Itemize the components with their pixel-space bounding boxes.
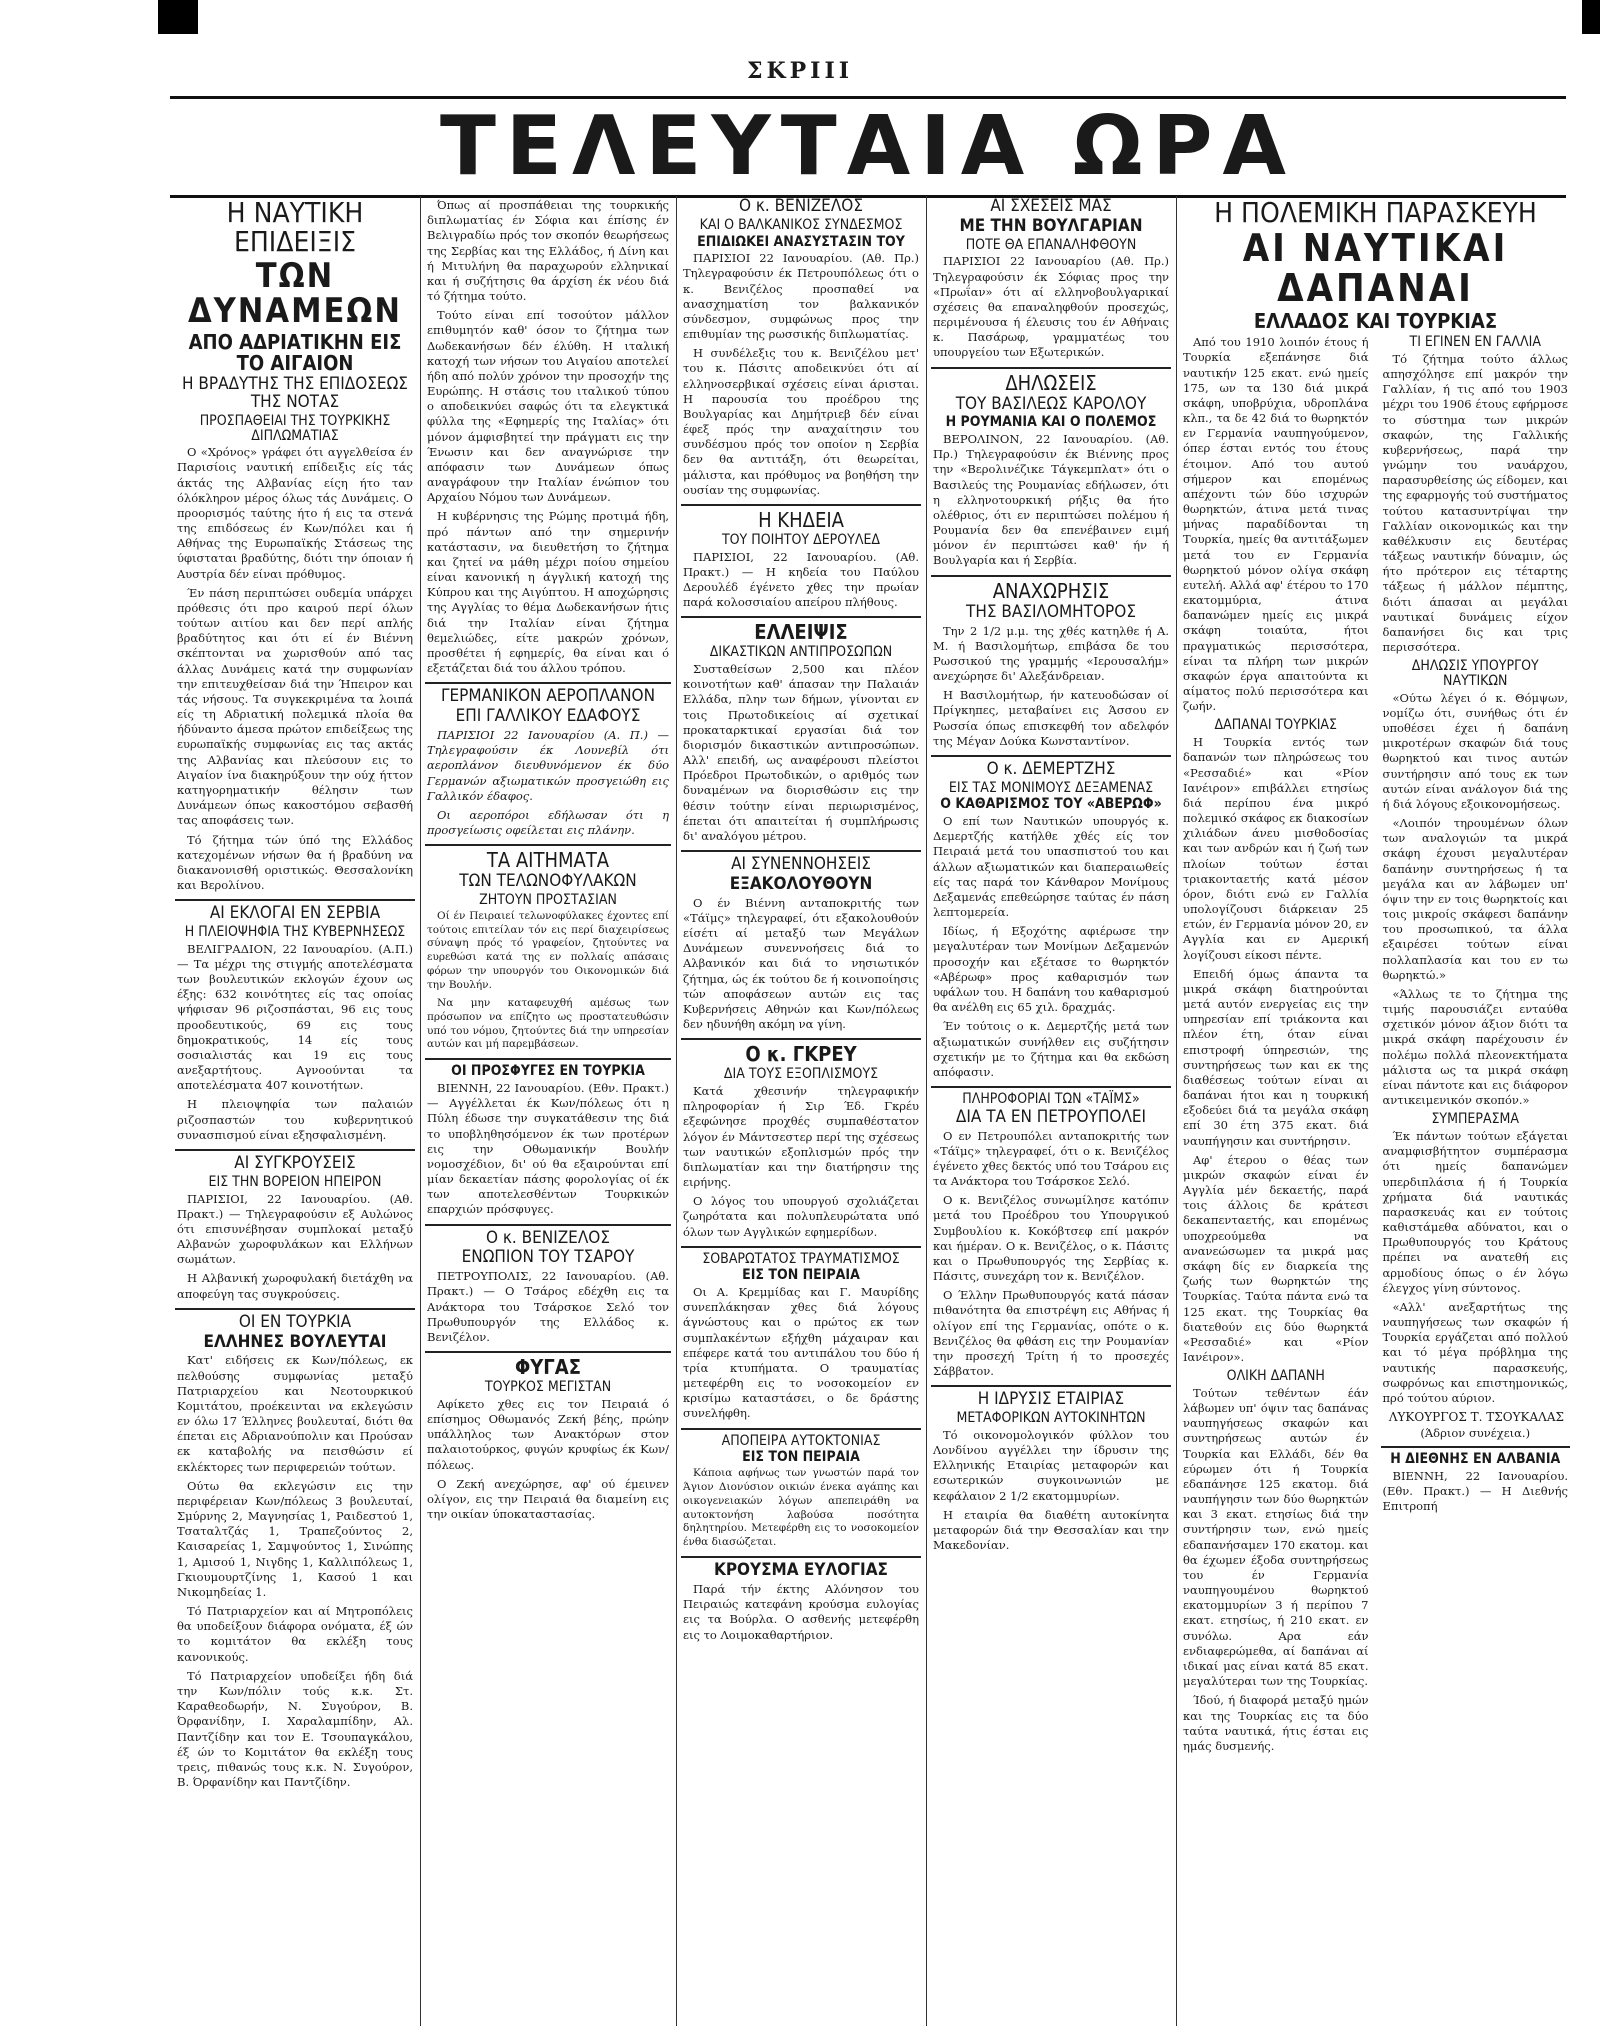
article-paragraph: Οί έν Πειραιεί τελωνοφύλακες έχοντες επί τούτοις επιτείλαν τόν εις περί διαχειρίσεως σύναψη πρός τό γραφείον, ζητούντες να ευρεθώσι κατά της εν πολλαίς απάσαις φόρων την υπουργόν του Οικονομικών διά την Βουλήν. <box>427 909 669 992</box>
article-paragraph: Ο εν Πετρουπόλει ανταποκριτής των «Τάϊμς» τηλεγραφεί, ότι ο κ. Βενιζέλος έγένετο χθες δεκτός υπό του Τσάρου εις τα Ανάκτορα του Τσάρσκοε Σελό. <box>933 1128 1169 1189</box>
article-paragraph: Ο κ. Βενιζέλος συνωμίλησε κατόπιν μετά του Προέδρου του Υπουργικού Συμβουλίου κ. Κοκόβτσεφ επί μακρόν και ήμέραν. Ο κ. Βενιζέλος, ο κ. Πάσιτς και ο Πρωθυπουργός της Σερβίας κ. Πάσιτς, συνεχάρη τον κ. Βενιζέλον. <box>933 1193 1169 1284</box>
article-paragraph: Τό Πατριαρχείον και αί Μητροπόλεις θα υποδείξουν διάφορα ονόματα, έξ ών το κομιτάτον θα εκλέξη τους κανονικούς. <box>177 1604 413 1664</box>
article-paragraph: «Άλλως τε το ζήτημα της τιμής παρουσιάζει ενταύθα σχετικόν μόνον άξιον διότι τα μικρά σκάφη παρέχουσιν έν πολέμω πολλά πλεονεκτήματα μάλιστα ως τα μικρά σκάφη είναι πάντοτε και εις διάφορον αντικειμενικόν σκοπόν.» <box>1382 986 1568 1108</box>
article-paragraph: Ο έν Βιέννη ανταποκριτής των «Τάϊμς» τηλεγραφεί, ότι εξακολουθούν είσέτι αί μεταξύ των Μεγάλων Δυνάμεων συνεννοήσεις διά το Αλβανικόν και διά το νησιωτικόν ζήτημα, ώς έκ τούτου δε ή κοινοποίησις τών αποφάσεων αυτών εις τας Κυβερνήσεις Αθηνών και Κων/πόλεως δεν ηδυνήθη ακόμη να γίνη. <box>683 895 919 1032</box>
separator <box>681 504 921 506</box>
subhead-balkan-league: ΚΑΙ Ο ΒΑΛΚΑΝΙΚΟΣ ΣΥΝΔΕΣΜΟΣ <box>699 216 903 233</box>
article-paragraph: Ο επί των Ναυτικών υπουργός κ. Δεμερτζής κατήλθε χθές είς τον Πειραιά μετά του υπασπιστού του και άλλων αξιωματικών και διαπεραιωθείς είς τας παρά τον Κάνθαρον Μονίμους Δεξαμενάς επεθεώρησε ταύτας έν πάση λεπτομερεία. <box>933 814 1169 920</box>
article-paragraph: Τό Πατριαρχείον υποδείξει ήδη διά την Κων/πόλιν τούς κ.κ. Στ. Καραθεοδωρήν, Ν. Συγούρον, Β. Όρφανίδην, Ι. Χαραλαμπίδην, Αλ. Παντζίδην και τον Ε. Τσουπαγκάλου, έξ ών το Κομιτάτον θα εκλέξη τους τρεις, πιθανώς τους κ.κ. Ν. Συγούρον, Β. Όρφανίδην και Παντζίδην. <box>177 1668 413 1790</box>
subhead-french-soil: ΕΠΙ ΓΑΛΛΙΚΟΥ ΕΔΑΦΟΥΣ <box>455 706 641 727</box>
subhead-customs-guards: ΤΩΝ ΤΕΛΩΝΟΦΥΛΑΚΩΝ <box>459 871 637 892</box>
article-paragraph: Έκ πάντων τούτων εξάγεται αναμφισβήτητον συμπέρασμα ότι ημείς δαπανώμεν υπερδιπλάσια ή ή Τουρκία χρήματα διά ναυτικάς παρασκευάς και εν τούτοις καθιστάμεθα αδύνατοι, και ο Πρωθυπουργός του Κράτους πρέπει να ανατεθή εις αρμοδίους όπως ο έν λόγω έλεγχος γίνη σύντονος. <box>1382 1129 1568 1295</box>
separator <box>425 844 671 846</box>
article-paragraph: Η συνδέλεξις του κ. Βενιζέλου μετ' του κ. Πάσιτς αποδεικνύει ότι αί ελληνοσερβικαί σχέσεις είναι άρισται. Η παρουσία του προέδρου της Βουλγαρίας και Δημήτριεβ δέν είναι έφεξ πρός την αναχαίτησιν του συνδέσμου πρός τον οποίον η Σερβία δεν θα αντιτάξη, ότι θεωρείται, μάλιστα, και πρόθυμος να βοηθήση την ουσίαν της συμφωνίας. <box>683 346 919 497</box>
separator <box>425 1351 671 1353</box>
separator <box>681 1428 921 1430</box>
article-paragraph: Κάποια αφήνως των γνωστών παρά τον Άγιον Διονύσιον οικιών ένεκα αγάπης και οικογενειακών λόγων απεπειράθη να αυτοκτονήση λαβούσα ποσότητα δηλητηρίου. Μετεφέρθη εις το νοσοκομείον ένθα διασώζεται. <box>683 1467 919 1549</box>
article-paragraph: Έν πάση περιπτώσει ουδεμία υπάρχει πρόθεσις ότι προ καιρού περί όλων τούτων αιτίου και δεν περί απλής βραδύτητος και ότι εί έν Βιέννη σκέπτονται να χωρισθούν από τας άλλας Δυνάμεις κατά την συμφωνίαν την επιτευχθείσαν διά την Ήπειρον και τάς νήσους. Τα συγκεκριμένα τα λοιπά είς τη Αδριατική πολεμικά πλοία θα ήδύναντο άμεσα πρώτον επιδείξεως της ευρωπαϊκής συμφωνίας εις τας ακτάς της Αλβανίας και πλεύσουν εις το Αιγαίον ίνα διακηρύξουν την ούχ ήττον κατηγορηματικήν θέλησιν των Δυνάμεων όπως κακοστόμου σεβασθή τας αποφάσεις των. <box>177 585 413 828</box>
separator <box>931 1086 1171 1088</box>
article-paragraph: Συσταθείσων 2,500 και πλέον κοινοτήτων καθ' άπασαν την Παλαιάν Ελλάδα, πλην των δήμων, γίνονται εν τοις Πρωτοδικείοις αί σχετικαί προκαταρκτικαί εργασίαι διά τον διορισμόν δικαστικών αντιπροσώπων. Αλλ' επειδή, ως αναφέρουσι πλείστοι Πρόεδροι Πρωτοδικών, ο αριθμός των δυναμένων να διορισθώσιν εις την θέσιν τούτην είναι περιωρισμένος, έπεται ότι απαιτείται ή συμπλήρωσις δι' αναλόγου μέτρου. <box>683 662 919 843</box>
headline-international-albania: Η ΔΙΕΘΝΗΣ ΕΝ ΑΛΒΑΝΙΑ <box>1390 1451 1561 1468</box>
separator <box>175 1149 415 1151</box>
headline-demands: ΤΑ ΑΙΤΗΜΑΤΑ <box>486 848 610 873</box>
article-paragraph: ΠΑΡΙΣΙΟΙ 22 Ιανουαρίου. (Αθ. Πρ.) Τηλεγραφούσιν έκ Πετρουπόλεως ότι ο κ. Βενιζέλος προσπαθεί να ανασχηματίση τον βαλκανικόν σύνδεσμον, συμφώνως προς την επιθυμίαν της ρωσσικής διπλωματίας. <box>683 251 919 342</box>
article-paragraph: ΒΙΕΝΝΗ, 22 Ιανουαρίου. (Εθν. Πρακτ.) — Η Διεθνής Επιτροπή <box>1382 1468 1568 1514</box>
subhead-bulgaria: ΜΕ ΤΗΝ ΒΟΥΛΓΑΡΙΑΝ <box>959 215 1143 236</box>
article-paragraph: ΠΕΤΡΟΥΠΟΛΙΣ, 22 Ιανουαρίου. (Αθ. Πρακτ.) — Ο Τσάρος εδέχθη εις τα Ανάκτορα του Τσάρσκοε Σελό τον Πρωθυπουργόν της Ελλάδος κ. Βενιζέλον. <box>427 1269 669 1344</box>
subhead-minister-statement: ΔΗΛΩΣΙΣ ΥΠΟΥΡΓΟΥ ΝΑΥΤΙΚΩΝ <box>1411 658 1539 689</box>
article-paragraph: Όπως αί προσπάθειαι της τουρκικής διπλωματίας έν Σόφια και έπίσης έν Βελιγραδίω πρός τον σκοπόν θεωρήσεως της Σερβίας και της Ελλάδος, ή Δίνη και ή Μιτυλήνη θα παραχωρούν ελληνικαί και ή συζήτησις θα άρχίση έκ νέου διά τό ζήτημα τούτο. <box>427 198 669 304</box>
article-paragraph: Τούτων τεθέντων έάν λάβωμεν υπ' όψιν τας δαπάνας ναυπηγήσεως σκαφών και συντηρήσεως αυτών έν Τουρκία και Ελλάδι, δέν θα εύρωμεν ότι ή Τουρκία εδαπάνησε 125 εκατομ. διά ναυπήγησιν των δύο θωρηκτών και 3 εκατ. ετησίως διά την συντήρησιν των, ενώ ημείς εδαπανήσαμεν 170 εκατομ. και θα έχωμεν έξοδα συντηρήσεως του έν Γερμανία ναυπηγουμένου θωρηκτού εκατομμυρίων 3 ή περίπου 7 εκατ. ετησίως, ή 210 εκατ. εν συνόλω. Αρα εάν ενδιαφερώμεθα, αί δαπάναι αί ιδικαί μας είναι κατά 85 εκατ. μεγαλύτεραι των της Τουρκίας. <box>1183 1385 1369 1689</box>
headline-naval-demonstration: Η ΝΑΥΤΙΚΗ ΕΠΙΔΕΙΞΙΣ <box>226 196 364 259</box>
article-paragraph: Αφ' έτερου ο θέας των μικρών σκαφών είναι έν Αγγλία μέν δεκαετής, παρά τοις άλλοις δε κράτεσι δεκαπενταετής, και επομένως υποχρεούμεθα να ανανεώσωμεν τα μικρά μας σκάφη δίς εν διαρκεία της ζωής των θωρηκτών της Τουρκίας. Ταύτα πάντα ενώ τα 125 εκατ. της Τουρκίας θα διατεθούν εις δύο θωρηκτά «Ρεσσαδιέ» και «Ρίον Ιανέιρον». <box>1183 1152 1369 1365</box>
headline-statements: ΔΗΛΩΣΕΙΣ <box>1005 370 1097 395</box>
article-paragraph: Τό οικονομολογικόν φύλλον του Λονδίνου αγγέλλει την ίδρυσιν της Ελληνικής Εταιρίας μεταφορών και εσωτερικών συγκοινωνιών με κεφάλαιον 2 1/2 εκατομμυρίων. <box>933 1427 1169 1503</box>
separator <box>175 899 415 901</box>
author-signature: ΛΥΚΟΥΡΓΟΣ Τ. ΤΣΟΥΚΑΛΑΣ <box>1388 1410 1564 1425</box>
article-paragraph: Να μην καταφευχθή αμέσως των πρόσωπον να επίζητο ως προστατευθώσιν υπό του νόμου, ζητούντες διά την υπηρεσίαν αυτών και μή παρεμβάσεων. <box>427 996 669 1051</box>
article-paragraph: «Ούτω λέγει ό κ. Θόμψων, νομίζω ότι, συνήθως ότι έν υποθέσει έχει ή δαπάνη μικροτέρων σκαφών διά τους θωρηκτού και τινος αυτών συντήρησιν από τους εκ των αυτών είναι ανάλογον διά της ή διά λόγους εξοικονομήσεως. <box>1382 690 1568 811</box>
headline-fugitive: ΦΥΓΑΣ <box>514 1355 581 1380</box>
separator <box>681 850 921 852</box>
separator <box>931 575 1171 577</box>
article-paragraph: ΒΙΕΝΝΗ, 22 Ιανουαρίου. (Εθν. Πρακτ.) — Αγγέλλεται έκ Κων/πόλεως ότι η Πύλη έδωσε την συγκατάθεσιν της διά το υποβληθησόμενον έκ των προτέρων εις την Οθωμανικήν Βουλήν νομοσχέδιον, δι' ού θα εξαιρούνται επί μίαν δεκαετίαν πάσης φορολογίας οί έκ των αποτελεσθέντων Τουρκικών επαρχιών πρόσφυγες. <box>427 1081 669 1217</box>
subhead-conclusion: ΣΥΜΠΕΡΑΣΜΑ <box>1431 1111 1520 1128</box>
subhead-total-expense: ΟΛΙΚΗ ΔΑΠΑΝΗ <box>1226 1368 1325 1385</box>
subhead-government-majority: Η ΠΛΕΙΟΨΗΦΙΑ ΤΗΣ ΚΥΒΕΡΝΗΣΕΩΣ <box>184 924 406 941</box>
subhead-continue: ΕΞΑΚΟΛΟΥΘΟΥΝ <box>729 873 873 894</box>
headline-in-turkey: ΟΙ ΕΝ ΤΟΥΡΚΙΑ <box>238 1311 352 1332</box>
subhead-turkish-expenses: ΔΑΠΑΝΑΙ ΤΟΥΡΚΙΑΣ <box>1214 717 1337 734</box>
black-corner-mark-right <box>1582 0 1600 34</box>
subhead-king-carol: ΤΟΥ ΒΑΣΙΛΕΩΣ ΚΑΡΟΛΟΥ <box>955 393 1147 414</box>
article-paragraph: Την 2 1/2 μ.μ. της χθές κατηλθε ή Α. Μ. ή Βασιλομήτωρ, επιβάσα δε του Ρωσσικού της γραμμής «Ιερουσαλήμ» ανεχώρησε δι' Αλεξάνδρειαν. <box>933 623 1169 684</box>
headline-times-information: ΠΛΗΡΟΦΟΡΙΑΙ ΤΩΝ «ΤΑΪΜΣ» <box>962 1091 1140 1108</box>
headline-demertzis: Ο κ. ΔΕΜΕΡΤΖΗΣ <box>986 758 1116 779</box>
subhead-restoration: ΕΠΙΔΙΩΚΕΙ ΑΝΑΣΥΣΤΑΣΙΝ ΤΟΥ <box>697 233 905 250</box>
article-paragraph: Οι αεροπόροι εδήλωσαν ότι η προσγείωσις οφείλεται εις πλάνην. <box>427 807 669 838</box>
headline-company-founding: Η ΙΔΡΥΣΙΣ ΕΤΑΙΡΙΑΣ <box>977 1389 1125 1410</box>
subhead-queen-mother: ΤΗΣ ΒΑΣΙΛΟΜΗΤΟΡΟΣ <box>966 601 1136 622</box>
article-paragraph: Τό ζήτημα τούτο άλλως απησχόλησε επί μακρόν την Γαλλίαν, ή τις από του 1903 μέχρι του 1906 έτους εφήρμοσε το σύστημα των μικρών σκαφών, της Γαλλικής κυβερνήσεως, παρά την γνώμην του ναυάρχου, παρασυρθείσης ώς είδομεν, και της εφαρμογής τού συστήματος τούτου κατασυντρίψαι την Γαλλίαν οικονομικώς και την καθέλκυσιν εις δευτέρας τάξεως ναυτικήν δύναμιν, ώς ήτο πρότερον εις τέταρτης τάξεως ή μάλλον πέμπτης, διότι άπασαι αι μεγάλαι ναυτικαί δυνάμεις είχον δαπανήσει δις και τρις περισσότερα. <box>1382 351 1568 655</box>
headline-departure: ΑΝΑΧΩΡΗΣΙΣ <box>992 578 1110 603</box>
headline-funeral: Η ΚΗΔΕΙΑ <box>758 507 844 532</box>
separator <box>1381 1446 1571 1448</box>
continued-note: (Άδριον συνέχεια.) <box>1420 1426 1531 1441</box>
subhead-poet-deroulede: ΤΟΥ ΠΟΙΗΤΟΥ ΔΕΡΟΥΛΕΔ <box>721 531 881 548</box>
article-paragraph: Έν τούτοις ο κ. Δεμερτζής μετά των αξιωματικών συνήλθεν εις συζήτησιν σχετικήν με το ζήτημα και θα εκδώση απόφασιν. <box>933 1019 1169 1079</box>
masthead <box>170 96 1566 198</box>
article-paragraph: ΠΑΡΙΣΙΟΙ, 22 Ιανουαρίου. (Αθ. Πρακτ.) — Τηλεγραφούσιν εξ Αυλώνος ότι επισυνέβησαν συμπλοκαί μεταξύ Αλβανών χωροφυλάκων και Ελλήνων σωμάτων. <box>177 1191 413 1267</box>
subhead-romania-war: Η ΡΟΥΜΑΝΙΑ ΚΑΙ Ο ΠΟΛΕΜΟΣ <box>945 414 1157 431</box>
subhead-piraeus-2: ΕΙΣ ΤΟΝ ΠΕΙΡΑΙΑ <box>742 1449 860 1466</box>
subhead-judicial-representatives: ΔΙΚΑΣΤΙΚΩΝ ΑΝΤΙΠΡΟΣΩΠΩΝ <box>709 644 893 661</box>
separator <box>681 616 921 618</box>
article-paragraph: Η Τουρκία εντός των δαπανών των πληρώσεως του «Ρεσσαδιέ» και «Ρίον Ιανέιρον» επιβάλλει ετησίως διά περίπου ένα μικρό πολεμικό σκάφος εκ διακοσίων χιλιάδων άνευ μισθοδοσίας και των ανδρών και ή ζωή των πλοίων τούτων έσται τριακονταετής κατά μέσον όρον, διότι ενώ εν Γαλλία υπολογίζουσι διάρκειαν 25 ετών, έν Γερμανία μόνον 20, εν Αγγλία και εν Αμερική λογίζουσι είκοσι πέντε. <box>1183 735 1369 962</box>
subhead-before-tsar: ΕΝΩΠΙΟΝ ΤΟΥ ΤΣΑΡΟΥ <box>461 1247 635 1268</box>
subcolumn-right <box>1381 333 1571 1758</box>
article-paragraph: ΒΕΡΟΛΙΝΟΝ, 22 Ιανουαρίου. (Αθ. Πρ.) Τηλεγραφούσιν έκ Βιέννης προς την «Βερολινέζικε Τάγκεμπλατ» ότι ο Βασιλεύς της Ρουμανίας εδήλωσεν, ότι η ελληνοτουρκική ρήξις θα ήτο ολέθριος, ότι εν περιπτώσει πολέμου ή Ρουμανία δεν θα επενέβαινεν ειμή μόνον έν περιπτώσει καθ' ήν ή Βουλγαρία και ή Σερβία. <box>933 432 1169 568</box>
article-paragraph: Ιδίως, ή Εξοχότης αφιέρωσε την μεγαλυτέραν των Μονίμων Δεξαμενών προσοχήν και εξέτασε το θωρηκτόν «Αβέρωφ» προς καθαρισμόν των υφάλων του. Η δαπάνη του καθαρισμού θα ανέλθη εις 65 χιλ. δραχμάς. <box>933 924 1169 1015</box>
article-paragraph: Παρά τήν έκτης Αλόνησον του Πειραιώς κατεφάνη κρούσμα ευλογίας εις τα Βούρλα. Ο ασθενής μετεφέρθη εις το Λοιμοκαθαρτήριον. <box>683 1582 919 1642</box>
masthead-title: ΤΕΛΕΥΤΑΙΑ ΩΡΑ <box>440 99 1296 194</box>
article-paragraph: Τό ζήτημα τών ύπό της Ελλάδος κατεχομένων νήσων θα ή βραδύνη να διακανονισθή οριστικώς. Θεσσαλονίκη και Βερολίνου. <box>177 832 413 893</box>
subhead-note-delay: Η ΒΡΑΔΥΤΗΣ ΤΗΣ ΕΠΙΔΟΣΕΩΣ ΤΗΣ ΝΟΤΑΣ <box>182 374 408 412</box>
subhead-armaments: ΔΙΑ ΤΟΥΣ ΕΞΟΠΛΙΣΜΟΥΣ <box>723 1066 879 1083</box>
page-number: ΣΚΡΙΙΙ <box>746 58 854 84</box>
separator <box>931 1385 1171 1387</box>
article-paragraph: Οι Α. Κρεμμίδας και Γ. Μαυρίδης συνεπλάκησαν χθες διά λόγους άγνώστους και ο πρώτος εκ των συμπλακέντων εξήχθη μάχαιραν και επέφερε κατά του αντιπάλου του δύο ή τρία κτυπήματα. Ο τραυματίας μετεφέρθη εις το νοσοκομείον εν κρισίμω καταστάσει, ο δε δράστης συνελήφθη. <box>683 1285 919 1421</box>
article-paragraph: «Αλλ' ανεξαρτήτως της ναυπηγήσεως των σκαφών ή Τουρκία εργάζεται από πολλού και τό μέγα πρόβλημα της ναυτικής παρασκευής, σωφρόνως και επιστημονικώς, πρό τούτου αύριον. <box>1382 1299 1568 1405</box>
separator <box>425 1058 671 1060</box>
subhead-transport-automobiles: ΜΕΤΑΦΟΡΙΚΩΝ ΑΥΤΟΚΙΝΗΤΩΝ <box>956 1410 1146 1427</box>
subcolumn-left <box>1181 333 1371 1758</box>
black-corner-mark <box>158 0 198 34</box>
article-paragraph: Ο λόγος του υπουργού σχολιάζεται ζωηρότατα και πολυπλευρώτατα υπό όλων των Αγγλικών εφημερίδων. <box>683 1194 919 1239</box>
separator <box>931 367 1171 369</box>
subhead-ask-protection: ΖΗΤΟΥΝ ΠΡΟΣΤΑΣΙΑΝ <box>479 892 617 909</box>
subhead-france: ΤΙ ΕΓΙΝΕΝ ΕΝ ΓΑΛΛΙΑ <box>1409 334 1541 351</box>
article-paragraph: Ο Έλλην Πρωθυπουργός κατά πάσαν πιθανότητα θα επιστρέψη εις Αθήνας ή ολίγον επί της Γερμανίας, οπότε ο κ. Βενιζέλος θα φθάση εις την Ρουμανίαν την προσεχή Τρίτη ή το προσεχές Σάββατον. <box>933 1288 1169 1379</box>
headline-powers: ΤΩΝ ΔΥΝΑΜΕΩΝ <box>187 255 403 332</box>
headline-war-preparation: Η ΠΟΛΕΜΙΚΗ ΠΑΡΑΣΚΕΥΗ <box>1214 196 1537 229</box>
article-paragraph: ΠΑΡΙΣΙΟΙ 22 Ιανουαρίου (Α. Π.) — Τηλεγραφούσιν έκ Λουνεβίλ ότι αεροπλάνον διευθυνόμενον έκ δύο Γερμανών αξιωματικών προσγειώθη εις Γαλλικόν έδαφος. <box>427 728 669 803</box>
article-paragraph: Ο Ζεκή ανεχώρησε, αφ' ού έμεινεν ολίγον, εις την Πειραιά θα διαμείνη εις την οικίαν ύποκαταστασίας. <box>427 1476 669 1522</box>
twin-columns <box>1181 333 1570 1758</box>
column-3 <box>681 196 921 2026</box>
subhead-averof-cleaning: Ο ΚΑΘΑΡΙΣΜΟΣ ΤΟΥ «ΑΒΕΡΩΦ» <box>940 796 1162 813</box>
headline-negotiations: ΑΙ ΣΥΝΕΝΝΟΗΣΕΙΣ <box>731 854 871 875</box>
article-paragraph: Η κυβέρνησις της Ρώμης προτιμά ήδη, πρό πάντων από την σημερινήν κατάστασιν, να διευθετήση το ζήτημα και ζητεί να μάθη μέχρι ποίου σημείου είναι κανονική η άγγλική κατοχή της Κύπρου και της Αιγύπτου. Η αποχώρησις της Αγγλίας το θέμα Δωδεκανήσων ήτις διά την Ιταλίαν είναι ζήτημα θεμελιώδες, είτε μακρών χρόνων, προσθέτει ή εφημερίς, θα είναι και ό εξετάζεται διά του άλλου τρόπου. <box>427 509 669 676</box>
subhead-turkish-dignitary: ΤΟΥΡΚΟΣ ΜΕΓΙΣΤΑΝ <box>484 1379 612 1396</box>
headline-naval-expenses: ΑΙ ΝΑΥΤΙΚΑΙ ΔΑΠΑΝΑΙ <box>1242 226 1509 311</box>
article-paragraph: Κατ' ειδήσεις εκ Κων/πόλεως, εκ πελθούσης συμφωνίας μεταξύ Πατριαρχείου και Νεοτουρκικού Κομιτάτου, προέκεινται να εκλεγώσιν εν όλω 17 Έλληνες βουλευταί, διότι θα έπεται εις Αδριανούπολιν και Προύσαν εκ καταβολής να πεισθώσιν εί εκλέκτορες των περιφερειών τούτων. <box>177 1353 413 1474</box>
column-2 <box>425 196 671 2026</box>
separator <box>681 1556 921 1558</box>
headline-shortage: ΕΛΛΕΙΨΙΣ <box>754 620 848 645</box>
separator <box>681 1246 921 1248</box>
headline-clashes: ΑΙ ΣΥΓΚΡΟΥΣΕΙΣ <box>234 1152 356 1173</box>
article-paragraph: Τούτο είναι επί τοσούτον μάλλον επιθυμητόν καθ' όσον το ζήτημα των Δωδεκανήσων δέν έλύθη. Η ιταλική κατοχή των νήσων του Αιγαίου αποτελεί ήδη από πολύν χρόνον την προσοχήν της Ευρώπης. Η στάσις του ιταλικού τύπου ο αποδεικνύει σαφώς ότι τα ελεγκτικά φύλλα της «Εφημερίς της Ιταλίας» ότι μόνον άμφισβητεί την πράγματι εις την Ένωσιν και δεν αναγνώρισε την απόφασιν των Δυνάμεων όπως αναγράφουν την Ιταλίαν ένώπιον του Αρχαίου Νόμου των Δυνάμεων. <box>427 308 669 505</box>
article-paragraph: Κατά χθεσινήν τηλεγραφικήν πληροφορίαν ή Σιρ Έδ. Γκρέυ εξεφώνησε προχθές συμπαθέστατον λόγον έν Μάντσεστερ περί της σχέσεως των ναυτικών εξοπλισμών πρός την διπλωματίαν και την διατήρησιν της ειρήνης. <box>683 1084 919 1190</box>
headline-refugees-turkey: ΟΙ ΠΡΟΣΦΥΓΕΣ ΕΝ ΤΟΥΡΚΙΑ <box>451 1063 645 1080</box>
subhead-when-resume: ΠΟΤΕ ΘΑ ΕΠΑΝΑΛΗΦΘΟΥΝ <box>965 236 1137 253</box>
article-paragraph: Από του 1910 λοιπόν έτους ή Τουρκία εξεπάνησε διά ναυτικήν 125 εκατ. ενώ ημείς 175, ων τα 130 διά μικρά σκάφη, υποβρύχια, υδροπλάνα κλπ., τα δε 42 διά το θωρηκτόν εν Γερμανία ναυπηγούμενον, όπερ έσται εντός του έτους έτοιμον. Από του αυτού σήμερον και επομένως απέχοντι τών δύο ισχυρών θωρηκτών, άτινα μετά τινας μήνας παραδίδονται τη Τουρκία, ημείς θα αντιτάξωμεν μετά του εν Γερμανία θωρηκτού μόνον ολίγα σκάφη ευτελή. Αλλά αφ' έτέρου το 170 εκατομμύρια, άτινα δαπανώμεν ημείς εις μικρά σκάφη τοιαύτα, ήτοι πραγματικώς περισσότερα, είναι τα πλήρη των μικρών σκαφών έργα απαιτούντα κι αίματος πολύ περισσότερα και ζωήν. <box>1183 335 1369 714</box>
article-paragraph: Ίδού, ή διαφορά μεταξύ ημών και της Τουρκίας εις τα δύο ταύτα ναυτικά, ήτις έσται εις ημάς δυσμενής. <box>1183 1693 1369 1753</box>
article-paragraph: Η Βασιλομήτωρ, ήν κατευοδώσαν οί Πρίγκηπες, μεταβαίνει εις Άσσου εν Ρωσσία όπως επισκεφθή τον αδελφόν της Μέγαν Δούκα Κωνσταντίνον. <box>933 688 1169 748</box>
column-4 <box>931 196 1171 2026</box>
article-paragraph: Επειδή όμως άπαντα τα μικρά σκάφη διατηρούνται μετά αυτόν ενεργείας εις την υπηρεσίαν επί τριάκοντα και πλέον έτη, όταν είναι επιστροφή ύπηρεσιών, της συντηρήσεως των και εκ της διαθέσεως τούτων είναι αι δαπάναι ήτοι και η τουρκική εξοδεύει διά τα μεγάλα σκάφη επί 30 έτη 375 εκατ. διά ναυπήγησιν και συντήρησιν. <box>1183 966 1369 1148</box>
headline-relations: ΑΙ ΣΧΕΣΕΙΣ ΜΑΣ <box>990 196 1112 216</box>
headline-grey: Ο κ. ΓΚΡΕΥ <box>745 1042 857 1067</box>
subhead-northern-epirus: ΕΙΣ ΤΗΝ ΒΟΡΕΙΟΝ ΗΠΕΙΡΟΝ <box>208 1173 382 1190</box>
separator <box>681 1038 921 1040</box>
column-1 <box>175 196 415 2026</box>
headline-venizelos-balkan: Ο κ. ΒΕΝΙΖΕΛΟΣ <box>738 196 863 216</box>
headline-german-airplane: ΓΕΡΜΑΝΙΚΟΝ ΑΕΡΟΠΛΑΝΟΝ <box>440 686 656 707</box>
subhead-greece-turkey: ΕΛΛΑΔΟΣ ΚΑΙ ΤΟΥΡΚΙΑΣ <box>1253 309 1498 334</box>
article-paragraph: ΒΕΛΙΓΡΑΔΙΟΝ, 22 Ιανουαρίου. (Α.Π.) — Τα μέχρι της στιγμής αποτελέσματα των βουλευτικών εκλογών έχουν ως έξης: 632 κοινότητες είς τας οποίας ψήφισαν 96 ριζοσπάσται, 96 εις τους προοδευτικούς, 69 εις τους δημοκρατικούς, 14 είς τους σοσιαλιστάς και 19 εις τους ανεξαρτήτους. Αγνοούνται τα αποτελέσματα 407 κοινοτήτων. <box>177 941 413 1093</box>
headline-serious-injury: ΣΟΒΑΡΩΤΑΤΟΣ ΤΡΑΥΜΑΤΙΣΜΟΣ <box>702 1250 900 1267</box>
article-paragraph: Ο «Χρόνος» γράφει ότι αγγελθείσα έν Παρισίοις ναυτική επίδειξις είς τάς άκτάς της Αλβανίας είςη ήτο ταν όλόκληρον μέρος όλως τάς Δυνάμεις. Ο προορισμός ταύτης ήτο ή εις τα στενά της επιδόσεως έν Κων/πόλει και ή Αθήνας της Ευρωπαϊκής Στάσεως της ύφισταται βραδύτης, διότι την όποιαν ή Αυστρία δέν είναι πρόθυμος. <box>177 445 413 581</box>
columns <box>175 196 1570 2026</box>
headline-suicide-attempt: ΑΠΟΠΕΙΡΑ ΑΥΤΟΚΤΟΝΙΑΣ <box>721 1432 881 1449</box>
subhead-adriatic-aegean: ΑΠΟ ΑΔΡΙΑΤΙΚΗΝ ΕΙΣ ΤΟ ΑΙΓΑΙΟΝ <box>188 330 402 376</box>
subhead-turkish-diplomacy: ΠΡΟΣΠΑΘΕΙΑΙ ΤΗΣ ΤΟΥΡΚΙΚΗΣ ΔΙΠΛΩΜΑΤΙΑΣ <box>199 412 391 444</box>
article-paragraph: «Λοιπόν τηρουμένων όλων των αναλογιών τα μικρά σκάφη έχουσι μεγαλυτέραν δαπάνην συντηρήσεως ή τα μεγάλα και αν λάβωμεν υπ' όψιν την εν τοις θωρηκτοίς και τοις μικροίς σκάφεσι δαπάνην του προσωπικού, τα άλλα εξαιρέσει τούτων είναι πολλαπλασία και του εν τω θωρηκτώ.» <box>1382 816 1568 982</box>
column-5 <box>1181 196 1570 2026</box>
article-paragraph: Η πλειοψηφία των παλαιών ριζοσπαστών του κυβερνητικού συνασπισμού είναι εξησφαλισμένη. <box>177 1097 413 1142</box>
article-paragraph: ΠΑΡΙΣΙΟΙ 22 Ιανουαρίου (Αθ. Πρ.) Τηλεγραφούσιν έκ Σόφιας προς την «Πρωΐαν» ότι αί ελληνοβουλγαρικαί σχέσεις θα επαναληφθούν προσεχώς, περιμένουσα ή έλευσις του έν Αθήναις κ. Πασάρωφ, γραμματέως του υπουργείου των Εξωτερικών. <box>933 254 1169 360</box>
separator <box>425 682 671 684</box>
article-paragraph: Η εταιρία θα διαθέτη αυτοκίνητα μεταφορών διά την Θεσσαλίαν και την Μακεδονίαν. <box>933 1507 1169 1553</box>
article-paragraph: Αφίκετο χθες εις τον Πειραιά ό επίσημος Οθωμανός Ζεκή βέης, πρώην υπάλληλος των Ανακτόρων στον παλαιοτούρκος, φυγών κρυφίως έκ Κων/πόλεως. <box>427 1396 669 1472</box>
headline-venizelos: Ο κ. ΒΕΝΙΖΕΛΟΣ <box>485 1227 610 1248</box>
separator <box>425 1224 671 1226</box>
subhead-piraeus: ΕΙΣ ΤΟΝ ΠΕΙΡΑΙΑ <box>742 1267 860 1284</box>
separator <box>931 755 1171 757</box>
article-paragraph: ΠΑΡΙΣΙΟΙ, 22 Ιανουαρίου. (Αθ. Πρακτ.) — Η κηδεία του Παύλου Δερουλέδ έγένετο χθες την πρωίαν παρά κολοσσιαίου απείρου πλήθους. <box>683 549 919 610</box>
subhead-petersburg: ΔΙΑ ΤΑ ΕΝ ΠΕΤΡΟΥΠΟΛΕΙ <box>955 1106 1147 1127</box>
article-paragraph: Ούτω θα εκλεγώσιν εις την περιφέρειαν Κων/πόλεως 3 βουλευταί, Σμύρνης 2, Μαγνησίας 1, Ραιδεστού 1, Τσαταλτζάς 1, Τραπεζούντος 2, Καισαρείας 1, Σαμψούντος 1, Σινώπης 1, Αμισού 1, Νιγδης 1, Καλλιπόλεως 1, Γκιουμουρτζίνης 1, Κασού 1 και Νικομηδείας 1. <box>177 1478 413 1599</box>
article-paragraph: Η Αλβανική χωροφυλακή διετάχθη να αποφεύγη τας συγκρούσεις. <box>177 1271 413 1301</box>
subhead-greek-deputies: ΕΛΛΗΝΕΣ ΒΟΥΛΕΥΤΑΙ <box>203 1331 387 1352</box>
subhead-permanent-docks: ΕΙΣ ΤΑΣ ΜΟΝΙΜΟΥΣ ΔΕΞΑΜΕΝΑΣ <box>948 779 1154 796</box>
headline-smallpox: ΚΡΟΥΣΜΑ ΕΥΛΟΓΙΑΣ <box>713 1560 889 1581</box>
headline-serbia-elections: ΑΙ ΕΚΛΟΓΑΙ ΕΝ ΣΕΡΒΙΑ <box>209 903 381 924</box>
separator <box>175 1308 415 1310</box>
